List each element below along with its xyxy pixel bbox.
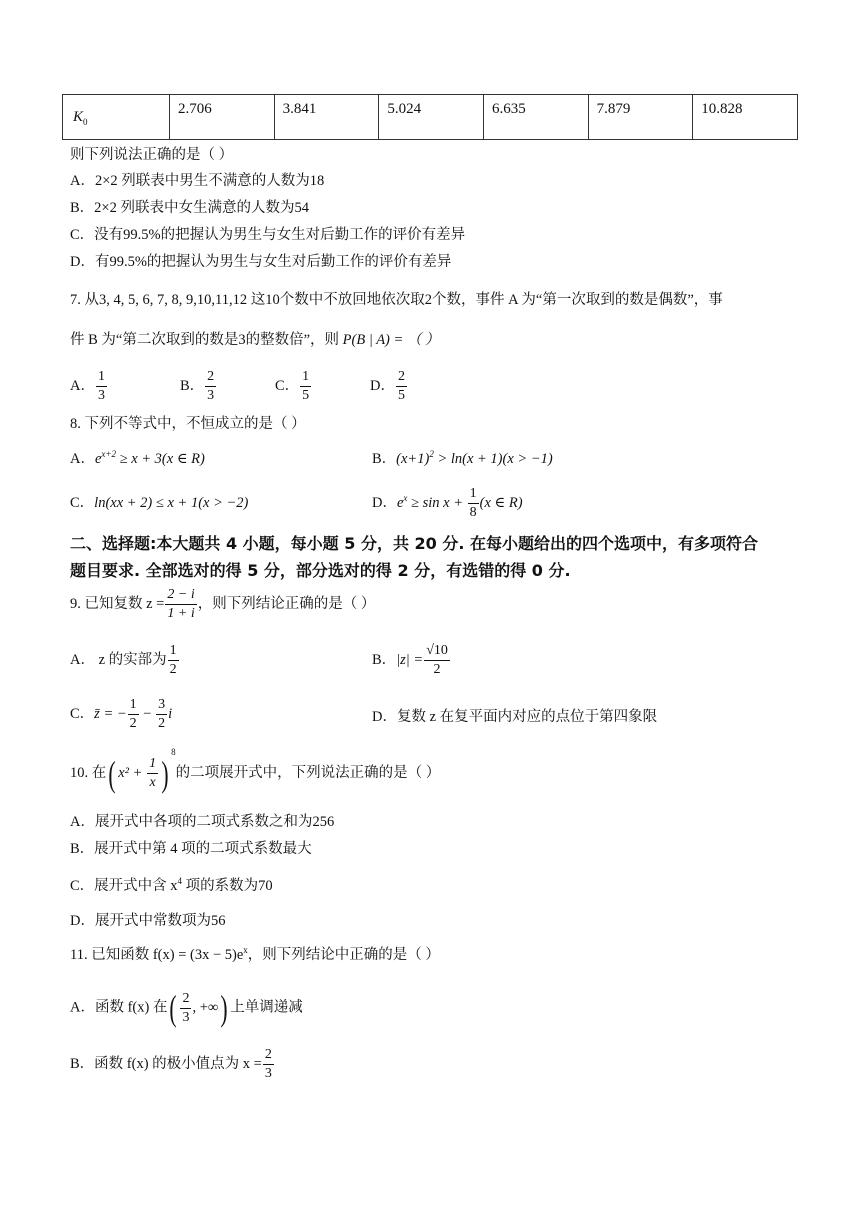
question-7-option-a[interactable]: A． $\frac{1}{3}$ [70, 369, 105, 403]
question-7-stem-line1: 7. 从3, 4, 5, 6, 7, 8, 9,10,11,12 这10个数中不放回地依次取2个数，事件 A 为“第一次取到的数是偶数”，事 [70, 292, 723, 308]
question-10-option-d[interactable]: D．展开式中常数项为56 [70, 913, 226, 929]
table-cell: 7.879 [588, 95, 693, 140]
fraction: $\frac{2}{5}$ [397, 369, 405, 403]
question-10-option-c[interactable]: C．展开式中含 $x^4$ 项的系数为70 [70, 876, 273, 894]
table-cell: 5.024 [379, 95, 484, 140]
section-2-heading-line1: 二、选择题:本大题共 4 小题，每小题 5 分，共 20 分. 在每小题给出的四个选项中，有多项符合 [70, 534, 759, 553]
table-header-cell: $K_0$ [63, 95, 170, 140]
critical-value-table [62, 94, 798, 140]
table-cell: 2.706 [170, 95, 275, 140]
question-10-option-a[interactable]: A．展开式中各项的二项式系数之和为256 [70, 814, 335, 830]
table-cell: 3.841 [274, 95, 379, 140]
question-8-option-d[interactable]: D．$e^x \ge \sin x$ + $\frac{1}{8}$ (x ∈ R) [372, 486, 523, 520]
fraction: $\frac{2}{3}$ [207, 369, 215, 403]
question-6-option-c[interactable]: C．没有99.5%的把握认为男生与女生对后勤工作的评价有差异 [70, 227, 466, 243]
question-9-option-d[interactable]: D．复数 z 在复平面内对应的点位于第四象限 [372, 709, 658, 725]
question-8-stem: 8. 下列不等式中，不恒成立的是（ ） [70, 416, 306, 432]
fraction: $\frac{1}{3}$ [97, 369, 105, 403]
table-row [63, 95, 798, 140]
question-11-option-a[interactable]: A．函数 f(x) 在( $\frac{2}{3}$ , +∞) 上单调递减 [70, 988, 303, 1028]
question-9-stem: 9. 已知复数 z = $\frac{2 - i}{1 + i}$ ，则下列结论正确的是（ ） [70, 587, 376, 621]
question-7-stem-line2: 件 B 为“第二次取到的数是3的整数倍”，则 P(B | A) = （ ） [70, 332, 440, 348]
question-8-option-c[interactable]: C．ln(xx + 2) ≤ x + 1(x > −2) [70, 495, 249, 511]
question-11-option-b[interactable]: B．函数 f(x) 的极小值点为 x = $\frac{2}{3}$ [70, 1047, 272, 1081]
question-8-option-a[interactable]: A．$e^{x+2} \ge x + 3(x$ ∈ R) [70, 449, 205, 467]
question-11-stem: 11. 已知函数 $f(x) = (3x - 5)e^x$，则下列结论中正确的是（ ） [70, 945, 440, 963]
question-9-option-b[interactable]: B．|z| = $\frac{√10}{2}$ [372, 643, 448, 677]
question-7-option-d[interactable]: D． $\frac{2}{5}$ [370, 369, 405, 403]
question-6-option-d[interactable]: D．有99.5%的把握认为男生与女生对后勤工作的评价有差异 [70, 254, 452, 270]
question-6-option-a[interactable]: A．2×2 列联表中男生不满意的人数为18 [70, 173, 325, 189]
question-9-option-a[interactable]: A． z 的实部为 $\frac{1}{2}$ [70, 643, 177, 677]
question-7-option-b[interactable]: B． $\frac{2}{3}$ [180, 369, 215, 403]
question-7-option-c[interactable]: C． $\frac{1}{5}$ [275, 369, 310, 403]
question-10-option-b[interactable]: B．展开式中第 4 项的二项式系数最大 [70, 841, 312, 857]
table-cell: 6.635 [483, 95, 588, 140]
question-6-stem: 则下列说法正确的是（ ） [70, 147, 234, 163]
question-8-option-b[interactable]: B．$(x+1)^2 > \ln(x + 1)(x > -1)$ [372, 449, 553, 467]
fraction: $\frac{1}{5}$ [302, 369, 310, 403]
question-6-option-b[interactable]: B．2×2 列联表中女生满意的人数为54 [70, 200, 309, 216]
question-9-option-c[interactable]: C．z̄ = − $\frac{1}{2}$ − $\frac{3}{2}$ i [70, 697, 173, 731]
question-10-stem: 10. 在( x² + $\frac{1}{x}$ )$^8$的二项展开式中，下列说法正确的是（ ） [70, 747, 441, 794]
table-cell: 10.828 [693, 95, 798, 140]
section-2-heading-line2: 题目要求. 全部选对的得 5 分，部分选对的得 2 分，有选错的得 0 分. [70, 561, 571, 580]
